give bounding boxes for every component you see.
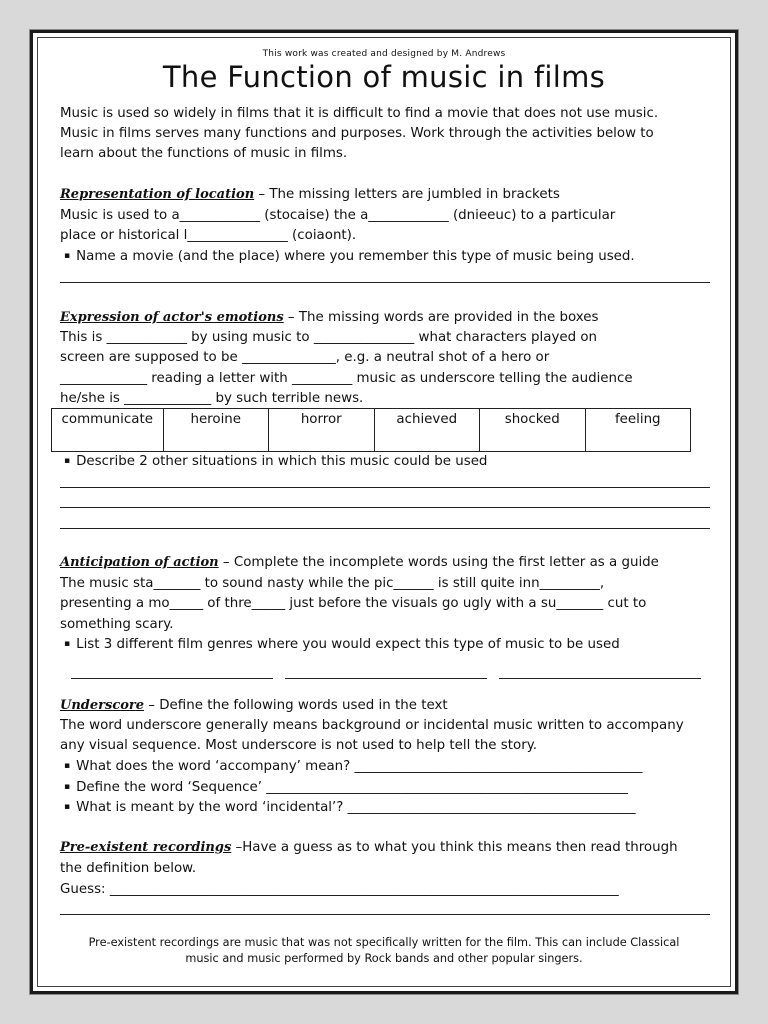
intro-line-1: Music is used so widely in films that it is difficult to find a movie that does not use music.: [60, 106, 659, 121]
page-title: The Function of music in films: [162, 60, 606, 94]
text-line: The word underscore generally means background or incidental music written to accompany: [60, 718, 684, 733]
genre-answer-lines: [71, 664, 701, 679]
intro-line-3: learn about the functions of music in films.: [60, 146, 348, 161]
answer-line[interactable]: [60, 914, 710, 915]
definition-box: [38, 935, 730, 967]
text-line: something scary.: [60, 617, 174, 632]
answer-line[interactable]: [60, 487, 710, 488]
genre-answer-1[interactable]: [71, 664, 273, 679]
word-bank-cell: horror: [269, 409, 375, 451]
answer-line[interactable]: [60, 282, 710, 283]
section-emotions-heading: [60, 308, 720, 329]
section-location-heading: [60, 185, 720, 206]
text-line: the definition below.: [60, 861, 197, 876]
text-line: presenting a mo_____ of thre_____ just before the visuals go ugly with a su_______ cut to: [60, 596, 647, 611]
section-preexistent-heading: [60, 838, 720, 859]
word-bank: [51, 408, 691, 452]
section-instruction: – Complete the incomplete words using the first letter as a guide: [218, 555, 659, 570]
text-line: This is ____________ by using music to _______________ what characters played on: [60, 330, 598, 345]
question-bullet: ▪ List 3 different film genres where you would expect this type of music to be used: [60, 635, 724, 657]
definition-line-2: music and music performed by Rock bands and other popular singers.: [185, 952, 583, 965]
section-instruction: – The missing words are provided in the boxes: [283, 310, 599, 325]
text-line: he/she is _____________ by such terrible news.: [60, 391, 364, 406]
intro-line-2: Music in films serves many functions and purposes. Work through the activities below to: [60, 126, 654, 141]
section-instruction: – Define the following words used in the text: [144, 698, 448, 713]
word-bank-cell: heroine: [164, 409, 270, 451]
text-line: screen are supposed to be ______________, e.g. a neutral shot of a hero or: [60, 350, 550, 365]
section-underscore-heading: [60, 696, 720, 717]
question-bullet: ▪ Name a movie (and the place) where you remember this type of music being used.: [60, 247, 724, 269]
answer-line[interactable]: [60, 528, 710, 529]
section-title: Representation of location: [60, 187, 255, 202]
text-line: _____________ reading a letter with _________ music as underscore telling the audience: [60, 371, 633, 386]
section-title: Pre-existent recordings: [60, 840, 232, 855]
question-bullet: ▪ What does the word ‘accompany’ mean? ___________________________________________: [60, 757, 724, 779]
answer-line[interactable]: [60, 507, 710, 508]
text-line: Music is used to a____________ (stocaise) the a____________ (dnieeuc) to a particular: [60, 208, 616, 223]
section-anticipation-heading: [60, 553, 720, 574]
genre-answer-2[interactable]: [285, 664, 487, 679]
page-border: [37, 37, 731, 987]
question-bullet: ▪ Define the word ‘Sequence’ ______________________________________________________: [60, 778, 724, 800]
section-title: Underscore: [60, 698, 145, 713]
genre-answer-3[interactable]: [499, 664, 701, 679]
text-line: The music sta_______ to sound nasty while the pic______ is still quite inn_________,: [60, 576, 605, 591]
definition-line-1: Pre-existent recordings are music that was not specifically written for the film. This can include Classical: [88, 936, 680, 949]
credit-line: This work was created and designed by M. Andrews: [262, 49, 506, 59]
word-bank-cell: feeling: [614, 412, 661, 427]
section-instruction: – The missing letters are jumbled in brackets: [254, 187, 560, 202]
word-bank-cell: shocked: [480, 409, 586, 451]
section-instruction: –Have a guess as to what you think this means then read through: [231, 840, 678, 855]
text-line: place or historical l_______________ (coiaont).: [60, 228, 357, 243]
question-bullet: ▪ What is meant by the word ‘incidental’? ___________________________________________: [60, 798, 724, 820]
text-line: any visual sequence. Most underscore is not used to help tell the story.: [60, 738, 538, 753]
guess-field[interactable]: Guess: ____________________________________________________________________________: [60, 882, 619, 897]
word-bank-cell: achieved: [375, 409, 481, 451]
worksheet-page: [30, 30, 738, 994]
word-bank-cell: communicate: [52, 409, 164, 451]
section-title: Anticipation of action: [60, 555, 219, 570]
section-title: Expression of actor's emotions: [60, 310, 284, 325]
question-bullet: ▪ Describe 2 other situations in which this music could be used: [60, 452, 724, 474]
